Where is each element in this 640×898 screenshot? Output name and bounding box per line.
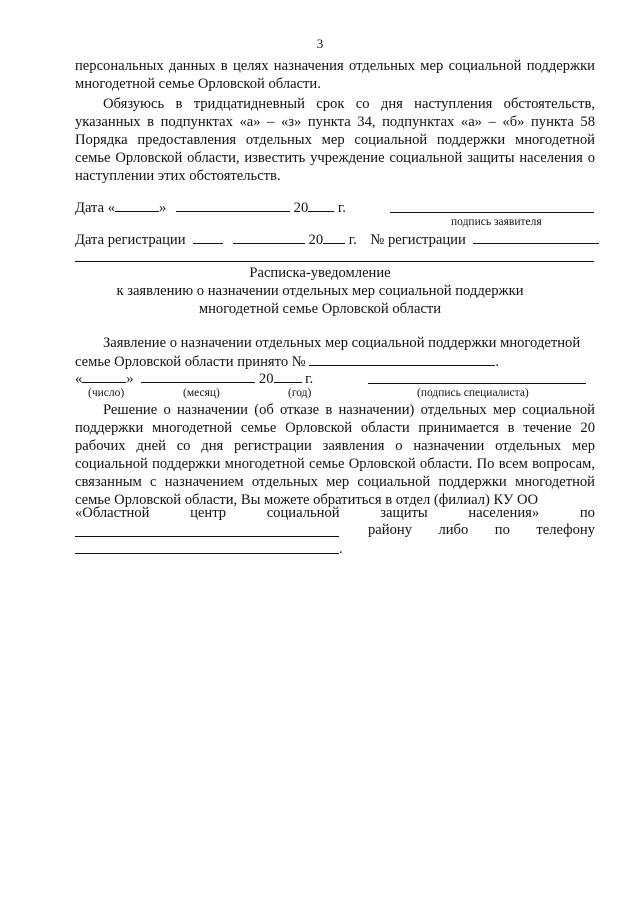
receipt-subtitle-line2: многодетной семье Орловской области — [198, 301, 442, 317]
receipt-date-close: » — [126, 371, 134, 387]
district-word: телефону — [536, 522, 595, 538]
section-separator — [75, 261, 594, 262]
receipt-year-suffix: г. — [305, 371, 314, 387]
phone-blank — [75, 553, 339, 554]
reg-year-prefix: 20 — [308, 232, 324, 248]
district-blank — [75, 536, 339, 537]
receipt-year-prefix: 20 — [258, 371, 274, 387]
applicant-signature-line — [390, 212, 594, 213]
accepted-text-end: . — [495, 354, 499, 370]
district-words-row — [368, 521, 595, 539]
centre-word: населения» — [468, 505, 540, 521]
date-label: Дата « — [75, 200, 116, 216]
centre-word: защиты — [380, 505, 428, 521]
page-number: 3 — [316, 36, 324, 51]
receipt-year-blank — [274, 369, 302, 383]
date-quote-close: » — [159, 200, 167, 216]
reg-month-blank — [233, 230, 305, 244]
reg-day-blank — [193, 230, 223, 244]
centre-word: по — [579, 505, 595, 521]
decision-paragraph: Решение о назначении (об отказе в назначении) отдельных мер социальной поддержки многодетной семье Орловской области принимается в течение 20 рабочих дней со дня регистрации заявления о назначении отдельных мер социальной поддержки многодетной семье Орловской области. По всем вопросам, связанным с назначением отдельных мер социальной поддержки многодетной семье Орловской области, Вы можете обратиться в отдел (филиал) КУ ОО — [75, 402, 595, 508]
accepted-text-line1: Заявление о назначении отдельных мер социальной поддержки многодетной — [103, 335, 581, 351]
registration-row — [75, 230, 599, 249]
day-blank — [115, 198, 159, 212]
centre-word: социальной — [266, 505, 340, 521]
reg-year-blank — [323, 230, 345, 244]
year-blank — [308, 198, 334, 212]
receipt-title: Расписка-уведомление — [249, 265, 391, 281]
receipt-month-blank — [141, 369, 255, 383]
reg-year-suffix: г. — [348, 232, 357, 248]
caption-year: (год) — [288, 387, 312, 399]
obligation-paragraph: Обязуюсь в тридцатидневный срок со дня наступления обстоятельств, указанных в подпунктах «а» – «з» пункта 34, подпунктах «а» – «б» пункта 58 Порядка предоставления отдельных мер социальной поддержки многодетной семье Орловской области, известить учреждение социальной защиты населения о наступлении этих обстоятельств. — [75, 96, 595, 184]
centre-word: «Областной — [75, 505, 150, 521]
intro-paragraph-end: персональных данных в целях назначения отдельных мер социальной поддержки многодетной семье Орловской области. — [75, 58, 595, 92]
receipt-date-open: « — [75, 371, 83, 387]
caption-day: (число) — [88, 387, 125, 399]
district-word: по — [494, 522, 510, 538]
accepted-text-line2: семье Орловской области принято № — [75, 354, 306, 370]
specialist-signature-line — [368, 383, 586, 384]
centre-word: центр — [190, 505, 227, 521]
district-word: району — [368, 522, 412, 538]
caption-month: (месяц) — [183, 387, 220, 399]
registration-date-label: Дата регистрации — [75, 232, 186, 248]
receipt-subtitle-line1: к заявлению о назначении отдельных мер социальной поддержки — [116, 283, 524, 299]
applicant-signature-caption: подпись заявителя — [451, 216, 542, 228]
accepted-number-blank — [309, 352, 495, 366]
caption-specialist-signature: (подпись специалиста) — [417, 387, 529, 399]
date-row — [75, 198, 346, 217]
centre-words-row — [75, 504, 595, 522]
registration-number-blank — [473, 230, 599, 244]
final-dot: . — [339, 541, 343, 557]
year-prefix: 20 — [293, 200, 309, 216]
month-blank — [176, 198, 290, 212]
year-suffix: г. — [337, 200, 346, 216]
district-word: либо — [438, 522, 469, 538]
registration-number-label: № регистрации — [370, 232, 466, 248]
receipt-day-blank — [82, 369, 126, 383]
